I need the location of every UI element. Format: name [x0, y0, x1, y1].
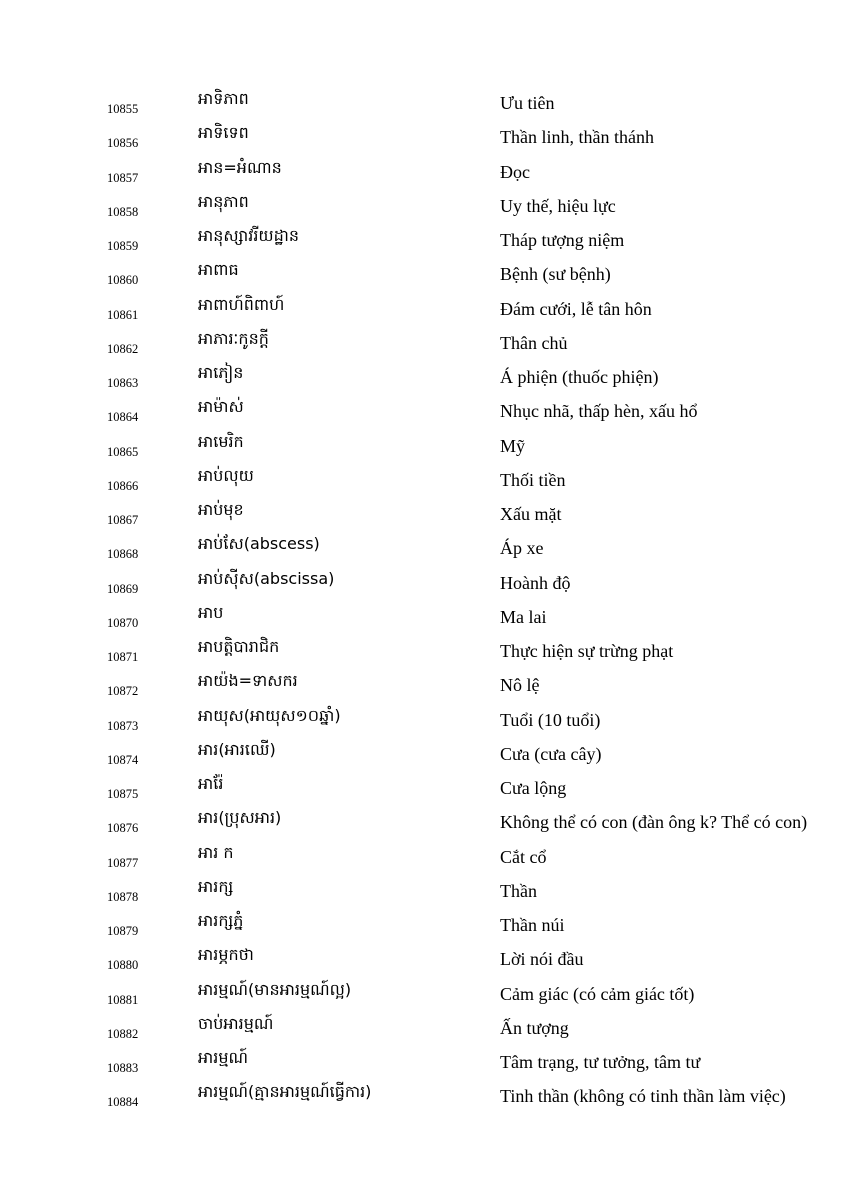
entry-row	[0, 1079, 848, 1113]
entry-row	[0, 942, 848, 976]
entry-row	[0, 120, 848, 154]
entry-number: 10858	[107, 204, 139, 219]
khmer-term: អាយ៉ង=ទាសករ	[198, 671, 298, 691]
entry-number: 10856	[107, 136, 139, 151]
khmer-term: អាម៉ាស់	[198, 397, 244, 417]
khmer-term: អាភៀន	[198, 363, 244, 382]
entry-row	[0, 326, 848, 360]
khmer-term: អានុភាព	[198, 191, 249, 211]
khmer-term: អារក្ស	[198, 876, 234, 896]
vietnamese-translation: Xấu mặt	[500, 504, 562, 524]
khmer-term: អារ៉ែ	[198, 774, 224, 793]
entry-number: 10865	[107, 444, 139, 459]
vietnamese-translation: Cắt cổ	[500, 846, 547, 867]
entry-row	[0, 634, 848, 668]
vietnamese-translation: Tinh thần (không có tinh thần làm việc)	[500, 1086, 786, 1107]
entry-number: 10857	[107, 170, 139, 185]
khmer-term: អារក្សភ្នំ	[198, 911, 244, 930]
vietnamese-translation: Tâm trạng, tư tưởng, tâm tư	[500, 1052, 701, 1072]
khmer-term: អាពាធ	[198, 260, 239, 280]
entry-row	[0, 394, 848, 428]
vietnamese-translation: Đọc	[500, 161, 530, 182]
entry-number: 10860	[107, 273, 139, 288]
entry-row	[0, 223, 848, 257]
khmer-term: អាប់សែ(abscess)	[198, 534, 320, 554]
entry-number: 10871	[107, 650, 139, 664]
khmer-term: អានុស្សាវរីយដ្ឋាន	[198, 226, 300, 245]
vietnamese-translation: Ấn tượng	[500, 1017, 569, 1038]
entry-number: 10878	[107, 889, 139, 904]
vietnamese-translation: Thực hiện sự trừng phạt	[500, 641, 674, 661]
vietnamese-translation: Nô lệ	[500, 675, 540, 696]
entry-number: 10875	[107, 787, 139, 801]
entry-row	[0, 566, 848, 600]
entry-number: 10869	[107, 581, 139, 596]
entry-number: 10884	[107, 1095, 139, 1110]
vietnamese-translation: Hoành độ	[500, 572, 571, 593]
entry-row	[0, 1045, 848, 1079]
entry-number: 10879	[107, 924, 139, 938]
entry-row	[0, 771, 848, 805]
khmer-term: អាប់លុយ	[198, 465, 254, 485]
vietnamese-translation: Thối tiền	[500, 469, 566, 490]
vietnamese-translation: Không thể có con (đàn ông k? Thể có con)	[500, 812, 808, 833]
entry-row	[0, 668, 848, 702]
entry-number: 10859	[107, 239, 139, 253]
entry-row	[0, 977, 848, 1011]
vietnamese-translation: Cảm giác (có cảm giác tốt)	[500, 983, 695, 1004]
khmer-term: អារ(អារឈើ)	[198, 739, 276, 759]
entry-row	[0, 600, 848, 634]
entry-number: 10866	[107, 478, 139, 493]
khmer-term: ចាប់អារម្មណ៍	[198, 1013, 274, 1033]
vietnamese-translation: Ưu tiên	[500, 93, 555, 113]
entry-number: 10872	[107, 684, 139, 699]
entry-row	[0, 429, 848, 463]
entry-number: 10868	[107, 547, 139, 562]
khmer-term: អារ ក	[198, 842, 234, 862]
entry-list	[0, 86, 848, 1114]
entry-number: 10867	[107, 513, 139, 527]
vietnamese-translation: Ma lai	[500, 606, 547, 627]
entry-row	[0, 497, 848, 531]
khmer-term: អារម្ភកថា	[198, 945, 254, 965]
khmer-term: អាភារៈកូនក្តី	[198, 328, 269, 348]
vietnamese-translation: Thần	[500, 880, 537, 901]
vietnamese-translation: Bệnh (sư bệnh)	[500, 264, 611, 285]
vietnamese-translation: Á phiện (thuốc phiện)	[500, 367, 659, 387]
entry-number: 10873	[107, 718, 139, 733]
khmer-term: អាបត្តិបារាជិក	[198, 637, 280, 656]
entry-row	[0, 1011, 848, 1045]
entry-number: 10882	[107, 1026, 139, 1041]
entry-row	[0, 360, 848, 394]
entry-number: 10861	[107, 307, 139, 322]
entry-row	[0, 737, 848, 771]
entry-number: 10883	[107, 1061, 139, 1075]
entry-number: 10881	[107, 992, 139, 1007]
vietnamese-translation: Tháp tượng niệm	[500, 230, 625, 250]
vietnamese-translation: Nhục nhã, thấp hèn, xấu hổ	[500, 401, 698, 422]
entry-row	[0, 292, 848, 326]
entry-row	[0, 805, 848, 839]
khmer-term: អាយុស(អាយុស១០ឆ្នាំ)	[198, 705, 341, 725]
entry-row	[0, 463, 848, 497]
vietnamese-translation: Cưa (cưa cây)	[500, 743, 602, 764]
vietnamese-translation: Cưa lộng	[500, 778, 567, 798]
entry-number: 10862	[107, 341, 139, 356]
entry-row	[0, 908, 848, 942]
vietnamese-translation: Thần linh, thần thánh	[500, 127, 654, 148]
khmer-term: អាមេរិក	[198, 431, 244, 451]
khmer-term: អារម្មណ៍	[198, 1048, 248, 1067]
vietnamese-translation: Mỹ	[500, 435, 526, 456]
khmer-term: អាប់មុខ	[198, 500, 244, 519]
entry-number: 10870	[107, 615, 139, 630]
khmer-term: អារម្មណ៍(គ្មានអារម្មណ៍ធ្វើការ)	[198, 1082, 372, 1102]
khmer-term: អារម្មណ៍(មានអារម្មណ៍ល្អ)	[198, 979, 352, 999]
entry-row	[0, 189, 848, 223]
entry-number: 10880	[107, 958, 139, 973]
khmer-term: អាន=អំណាន	[198, 157, 282, 177]
khmer-term: អាប	[198, 602, 224, 622]
khmer-term: អាពាហ៍ពិពាហ៍	[198, 294, 285, 314]
entry-number: 10855	[107, 102, 139, 116]
khmer-term: អាប់ស៊ីស(abscissa)	[198, 568, 335, 588]
entry-row	[0, 840, 848, 874]
khmer-term: អាទិភាព	[198, 89, 249, 108]
vietnamese-translation: Thần núi	[500, 915, 565, 935]
vietnamese-translation: Đám cưới, lễ tân hôn	[500, 298, 652, 319]
entry-number: 10864	[107, 410, 139, 425]
entry-row	[0, 86, 848, 120]
vietnamese-translation: Áp xe	[500, 538, 544, 559]
entry-row	[0, 257, 848, 291]
entry-number: 10877	[107, 855, 139, 870]
vietnamese-translation: Lời nói đầu	[500, 949, 584, 970]
vietnamese-translation: Uy thế, hiệu lực	[500, 195, 616, 216]
entry-row	[0, 703, 848, 737]
entry-row	[0, 531, 848, 565]
entry-number: 10863	[107, 376, 139, 390]
khmer-term: អាទិទេព	[198, 123, 249, 143]
entry-row	[0, 874, 848, 908]
vietnamese-translation: Tuổi (10 tuổi)	[500, 709, 601, 730]
entry-number: 10874	[107, 752, 139, 767]
vietnamese-translation: Thân chủ	[500, 332, 568, 353]
entry-number: 10876	[107, 821, 139, 836]
entry-row	[0, 155, 848, 189]
khmer-term: អារ(ប្រុសអារ)	[198, 808, 282, 828]
